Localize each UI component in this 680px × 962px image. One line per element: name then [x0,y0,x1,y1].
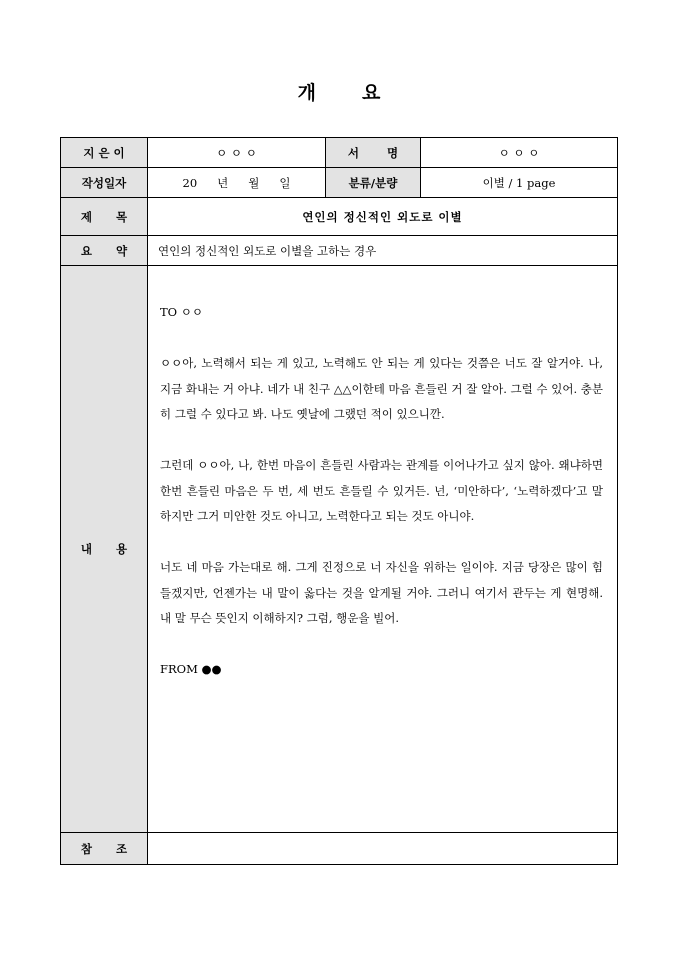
title-char-1: 개 [297,82,318,104]
signature-value: ㅇ ㅇ ㅇ [421,138,618,168]
date-row [61,168,618,198]
summary-value: 연인의 정신적인 외도로 이별을 고하는 경우 [148,236,618,266]
summary-label: 요 약 [61,236,148,266]
letter-body [148,266,618,833]
date-day-unit: 일 [279,175,291,190]
reference-value [148,833,618,865]
subject-row [61,198,618,236]
summary-row [61,236,618,266]
category-label: 분류/분량 [326,168,421,198]
date-label: 작성일자 [61,168,148,198]
content-row [61,266,618,833]
letter-closing: FROM ●● [160,662,222,676]
reference-label: 참 조 [61,833,148,865]
signature-label: 서 명 [326,138,421,168]
content-label: 내 용 [61,266,148,833]
date-value [148,168,326,198]
summary-form-table [60,137,618,865]
author-row [61,138,618,168]
subject-value: 연인의 정신적인 외도로 이별 [148,198,618,236]
category-value: 이별 / 1 page [421,168,618,198]
date-year: 20 [182,175,198,190]
date-year-unit: 년 [217,175,229,190]
date-month-unit: 월 [248,175,260,190]
letter-paragraph-3: 너도 네 마음 가는대로 해. 그게 진정으로 너 자신을 위하는 일이야. 지금 당장은 많이 힘들겠지만, 언젠가는 내 말이 옳다는 것을 알게될 거야. 그러니 여기서 관두는 게 현명해. 내 말 무슨 뜻인지 이해하지? 그럼, 행운을 빌어. [160,560,603,625]
title-char-2: 요 [362,82,383,104]
letter-greeting: TO ㅇㅇ [160,305,203,319]
author-value: ㅇ ㅇ ㅇ [148,138,326,168]
document-title [0,78,680,105]
reference-row [61,833,618,865]
author-label: 지 은 이 [61,138,148,168]
letter-paragraph-2: 그런데 ㅇㅇ아, 나, 한번 마음이 흔들린 사람과는 관계를 이어나가고 싶지 않아. 왜냐하면 한번 흔들린 마음은 두 번, 세 번도 흔들릴 수 있거든. 넌, ‘미안하다’, ‘노력하겠다’고 말하지만 그거 미안한 것도 아니고, 노력한다고 되는 것도 아니야. [160,458,603,523]
subject-label: 제 목 [61,198,148,236]
letter-paragraph-1: ㅇㅇ아, 노력해서 되는 게 있고, 노력해도 안 되는 게 있다는 것쯤은 너도 잘 알거야. 나, 지금 화내는 거 아냐. 네가 내 친구 △△이한테 마음 흔들린 거 잘 알아. 그럴 수 있어. 충분히 그럴 수 있다고 봐. 나도 옛날에 그랬던 적이 있으니깐. [160,356,603,421]
